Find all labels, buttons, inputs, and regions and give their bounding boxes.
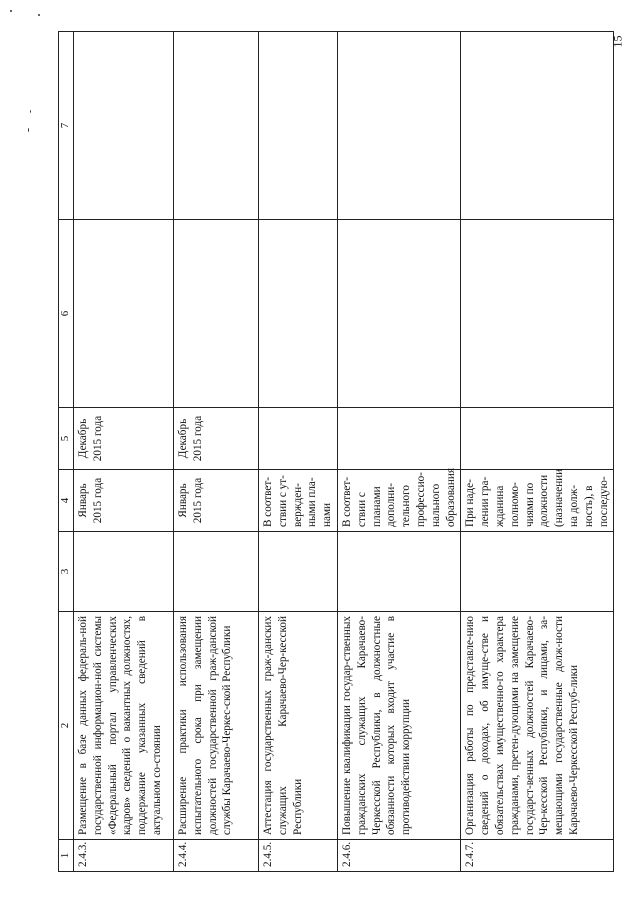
start-date: Январь 2015 года (74, 470, 174, 532)
period-text: В соответ-ствии с планами дополни-тельного профессио-нального образования (337, 470, 460, 532)
cell-col3 (259, 532, 338, 612)
measure-text: Расширение практики использования испытательного срока при замещении должностей государственной граж-данской службы Карачаево-Черкес-ской Республики (174, 612, 259, 840)
cell-col7 (461, 32, 614, 220)
row-number: 2.4.5. (259, 840, 338, 872)
cell-col7 (337, 32, 460, 220)
header-cell: 7 (59, 32, 74, 220)
period-text: В соответ-ствии с ут-вержден-ными пла-нами (259, 470, 338, 532)
cell-col6 (259, 220, 338, 408)
row-number: 2.4.7. (461, 840, 614, 872)
cell-col3 (174, 532, 259, 612)
header-cell: 3 (59, 532, 74, 612)
cell-col3 (461, 532, 614, 612)
cell-col5 (337, 408, 460, 470)
cell-col7 (174, 32, 259, 220)
scan-speck (10, 10, 12, 12)
header-cell: 2 (59, 612, 74, 840)
scan-speck (30, 110, 31, 113)
cell-col6 (337, 220, 460, 408)
row-number: 2.4.4. (174, 840, 259, 872)
header-cell: 4 (59, 470, 74, 532)
header-cell: 5 (59, 408, 74, 470)
table-row (337, 32, 460, 872)
table-row (74, 32, 174, 872)
cell-col5 (461, 408, 614, 470)
header-row (59, 32, 74, 872)
cell-col3 (74, 532, 174, 612)
measure-text: Организация работы по представле-нию сведений о доходах, об имуще-стве и обязательствах имущественно-го характера гражданами, претен-дующими на замещение государст-венных должностей Карачаево-Чер-кесской Республики, и лицами, за-мещающими государственные долж-ности Карачаево-Черкесской Респуб-лики (461, 612, 614, 840)
header-cell: 1 (59, 840, 74, 872)
table-row (259, 32, 338, 872)
table-row (174, 32, 259, 872)
measures-table (58, 31, 614, 872)
cell-col6 (461, 220, 614, 408)
start-date: Январь 2015 года (174, 470, 259, 532)
row-number: 2.4.6. (337, 840, 460, 872)
cell-col3 (337, 532, 460, 612)
period-text: При наде-лении гра-жданина полномо-чиями по должности (назначении на долж-ность), в последую- (461, 470, 614, 532)
measure-text: Повышение квалификации государ-ственных гражданских служащих Карачаево-Черкесской Республики, в должностные обязанности которых входит участие в противодействии коррупции (337, 612, 460, 840)
table-row (461, 32, 614, 872)
end-date: Декабрь 2015 года (74, 408, 174, 470)
rotated-table-wrapper (58, 32, 608, 872)
cell-col6 (74, 220, 174, 408)
scan-speck (28, 128, 29, 132)
header-cell: 6 (59, 220, 74, 408)
page-number: 15 (610, 35, 625, 48)
cell-col5 (259, 408, 338, 470)
row-number: 2.4.3. (74, 840, 174, 872)
cell-col6 (174, 220, 259, 408)
scan-speck (38, 14, 40, 16)
end-date: Декабрь 2015 года (174, 408, 259, 470)
cell-col7 (259, 32, 338, 220)
cell-col7 (74, 32, 174, 220)
measure-text: Размещение в базе данных федераль-ной государственной информацион-ной системы «Федеральный портал управленческих кадров» сведений о вакантных должностях, поддержание указанных сведений в актуальном со-стоянии (74, 612, 174, 840)
measure-text: Аттестация государственных граж-данских служащих Карачаево-Чер-кесской Республики (259, 612, 338, 840)
